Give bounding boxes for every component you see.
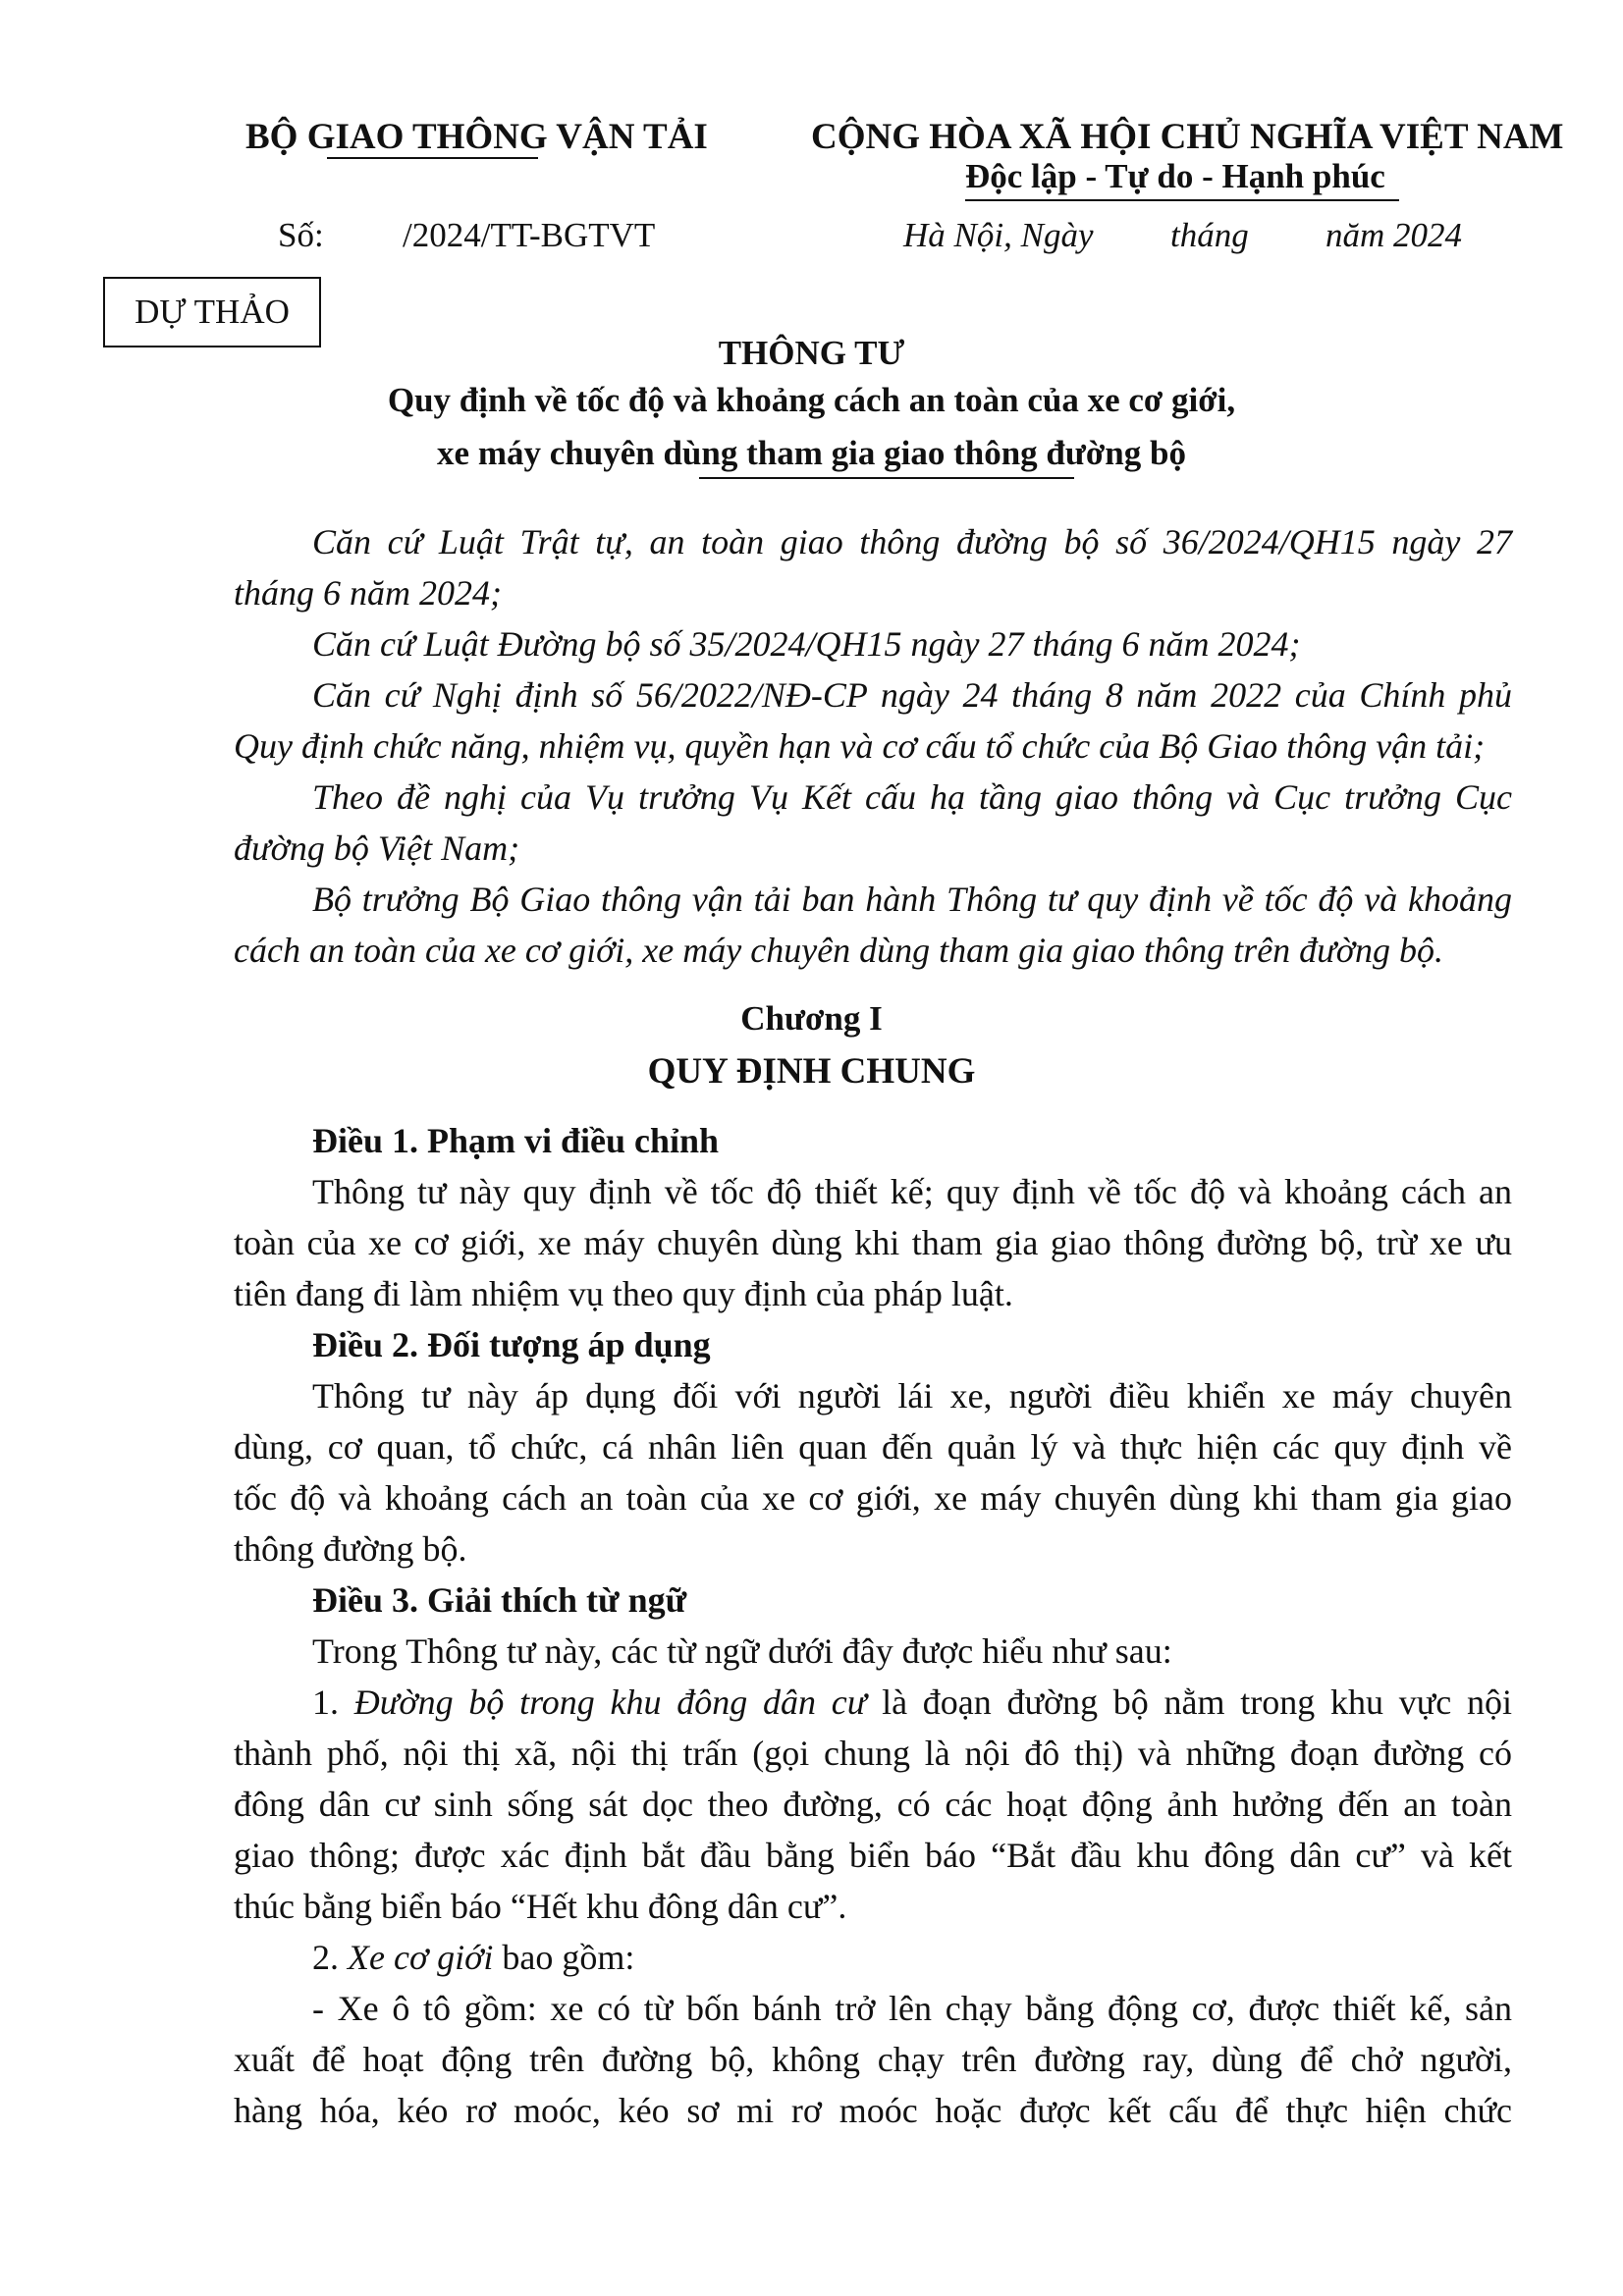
article-1-title: Điều 1. Phạm vi điều chỉnh [312, 1121, 720, 1160]
document-type: THÔNG TƯ [718, 334, 905, 372]
article-3-clause-1 [312, 1681, 1512, 1724]
clause-2-term: Xe cơ giới [348, 1938, 494, 1977]
article-2-line: Thông tư này áp dụng đối với người lái xe, người điều khiển xe máy chuyên [312, 1376, 1512, 1415]
document-subject-line-2: xe máy chuyên dùng tham gia giao thông đường bộ [437, 434, 1186, 472]
document-number-label: Số: [278, 216, 324, 254]
article-3-clause-1-line: thúc bằng biển báo “Hết khu đông dân cư”. [234, 1887, 847, 1926]
chapter-name: QUY ĐỊNH CHUNG [647, 1051, 976, 1092]
article-2-line: tốc độ và khoảng cách an toàn của xe cơ giới, xe máy chuyên dùng khi tham gia giao [234, 1478, 1512, 1518]
preamble-line: Căn cứ Luật Đường bộ số 35/2024/QH15 ngày 27 tháng 6 năm 2024; [312, 624, 1301, 664]
article-3-clause-2-line: hàng hóa, kéo rơ moóc, kéo sơ mi rơ moóc hoặc được kết cấu để thực hiện chức [234, 2091, 1512, 2130]
preamble-line: tháng 6 năm 2024; [234, 573, 502, 613]
preamble-line: Quy định chức năng, nhiệm vụ, quyền hạn và cơ cấu tổ chức của Bộ Giao thông vận tải; [234, 726, 1486, 766]
clause-1-number: 1. [312, 1682, 354, 1722]
preamble-line: Căn cứ Nghị định số 56/2022/NĐ-CP ngày 24 tháng 8 năm 2022 của Chính phủ [312, 675, 1512, 715]
article-3-clause-1-line: thành phố, nội thị xã, nội thị trấn (gọi chung là nội đô thị) và những đoạn đường có [234, 1734, 1512, 1773]
country-name: CỘNG HÒA XÃ HỘI CHỦ NGHĨA VIỆT NAM [811, 117, 1564, 157]
article-2-title: Điều 2. Đối tượng áp dụng [312, 1325, 711, 1364]
article-1-line: toàn của xe cơ giới, xe máy chuyên dùng khi tham gia giao thông đường bộ, trừ xe ưu [234, 1223, 1512, 1262]
article-3-clause-2 [312, 1936, 1512, 1979]
place-date: Hà Nội, Ngày [903, 216, 1094, 254]
article-1-line: tiên đang đi làm nhiệm vụ theo quy định của pháp luật. [234, 1274, 1013, 1313]
article-3-title: Điều 3. Giải thích từ ngữ [312, 1580, 687, 1620]
article-3-clause-1-line: đông dân cư sinh sống sát dọc theo đường, có các hoạt động ảnh hưởng đến an toàn [234, 1785, 1512, 1824]
article-2-line: thông đường bộ. [234, 1529, 467, 1569]
clause-1-definition: là đoạn đường bộ nằm trong khu vực nội [866, 1682, 1512, 1722]
article-3-clause-2-line: xuất để hoạt động trên đường bộ, không chạy trên đường ray, dùng để chở người, [234, 2040, 1512, 2079]
article-3-clause-2-line: - Xe ô tô gồm: xe có từ bốn bánh trở lên chạy bằng động cơ, được thiết kế, sản [312, 1989, 1512, 2028]
national-motto: Độc lập - Tự do - Hạnh phúc [965, 157, 1385, 195]
document-number: /2024/TT-BGTVT [403, 216, 656, 254]
draft-label: DỰ THẢO [135, 293, 290, 331]
article-3-clause-1-line: giao thông; được xác định bắt đầu bằng biển báo “Bắt đầu khu đông dân cư” và kết [234, 1836, 1512, 1875]
article-2-line: dùng, cơ quan, tổ chức, cá nhân liên quan đến quản lý và thực hiện các quy định về [234, 1427, 1512, 1467]
article-3-intro: Trong Thông tư này, các từ ngữ dưới đây được hiểu như sau: [312, 1631, 1172, 1671]
preamble-line: cách an toàn của xe cơ giới, xe máy chuyên dùng tham gia giao thông trên đường bộ. [234, 931, 1444, 970]
preamble-line: Theo đề nghị của Vụ trưởng Vụ Kết cấu hạ tầng giao thông và Cục trưởng Cục [312, 777, 1512, 817]
preamble-line: Bộ trưởng Bộ Giao thông vận tải ban hành Thông tư quy định về tốc độ và khoảng [312, 880, 1512, 919]
clause-2-intro: bao gồm: [493, 1938, 635, 1977]
article-1-line: Thông tư này quy định về tốc độ thiết kế; quy định về tốc độ và khoảng cách an [312, 1172, 1512, 1211]
subject-underline [699, 477, 1074, 479]
chapter-number: Chương I [740, 999, 883, 1038]
clause-1-term: Đường bộ trong khu đông dân cư [353, 1682, 867, 1722]
clause-2-number: 2. [312, 1938, 348, 1977]
preamble-line: Căn cứ Luật Trật tự, an toàn giao thông đường bộ số 36/2024/QH15 ngày 27 [312, 522, 1512, 561]
motto-underline [965, 199, 1399, 201]
date-month-label: tháng [1170, 216, 1249, 254]
ministry-underline [327, 157, 538, 159]
document-subject-line-1: Quy định về tốc độ và khoảng cách an toàn của xe cơ giới, [387, 381, 1236, 419]
preamble-line: đường bộ Việt Nam; [234, 828, 520, 868]
date-year-label: năm 2024 [1325, 216, 1463, 254]
ministry-name: BỘ GIAO THÔNG VẬN TẢI [245, 117, 708, 157]
